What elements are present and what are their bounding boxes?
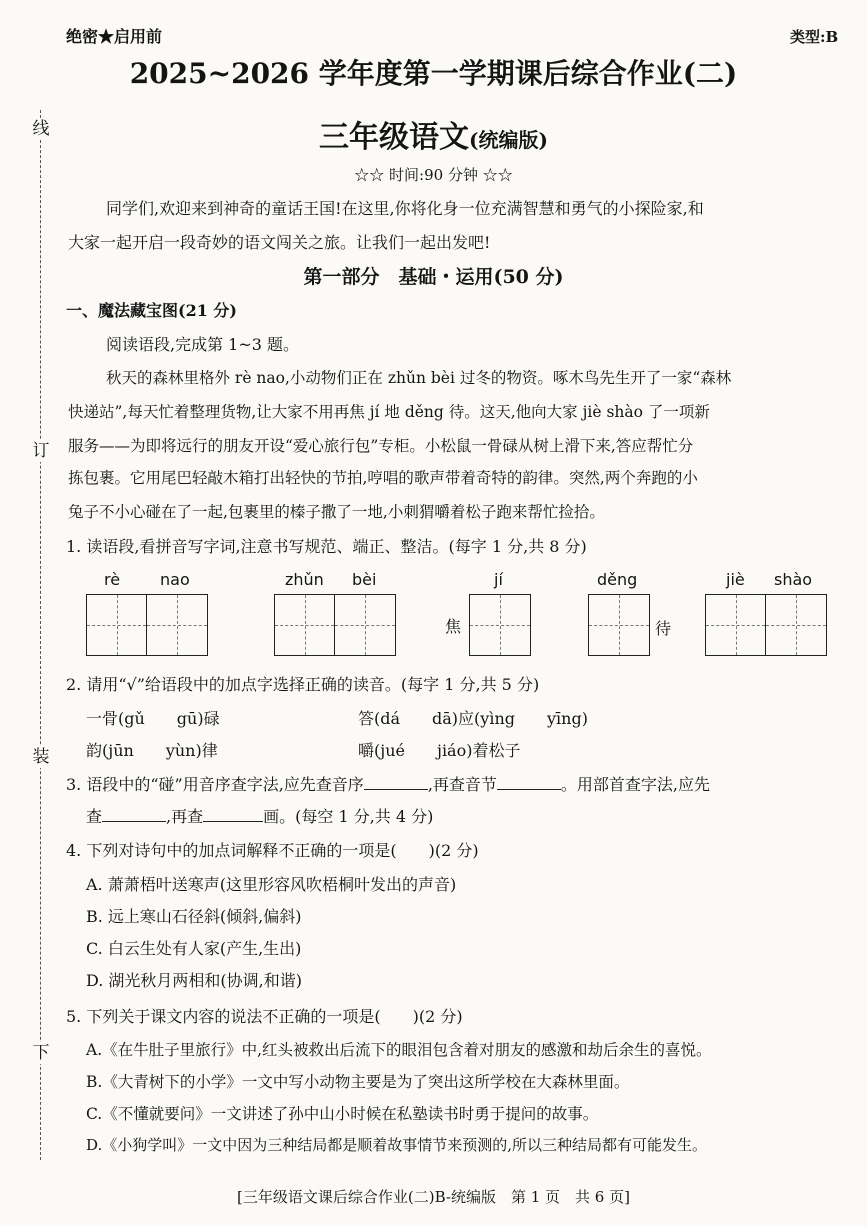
intro-line-2: 大家一起开启一段奇妙的语文闯关之旅。让我们一起出发吧! [68, 233, 491, 252]
q5-stem: 5. 下列关于课文内容的说法不正确的一项是( )(2 分) [66, 1007, 463, 1026]
writing-cell[interactable] [766, 595, 826, 655]
section1-instruction: 阅读语段,完成第 1~3 题。 [106, 335, 300, 354]
q1-pinyin-deng: děng [597, 570, 638, 589]
passage-line-5: 兔子不小心碰在了一起,包裹里的榛子撒了一地,小刺猬嚼着松子跑来帮忙捡拾。 [68, 503, 605, 521]
q2-option-gulu[interactable]: 一骨(gǔ gū)碌 [86, 709, 220, 728]
q1-pinyin-jie: jiè [726, 570, 745, 589]
q3-text-6: 画。(每空 1 分,共 4 分) [263, 807, 434, 826]
q1-pinyin-ji: jí [494, 570, 503, 589]
writing-cell[interactable] [706, 595, 766, 655]
q3-blank-yinxu[interactable] [364, 788, 428, 790]
exam-time: ☆☆ 时间:90 分钟 ☆☆ [354, 166, 513, 184]
intro-line-1: 同学们,欢迎来到神奇的童话王国!在这里,你将化身一位充满智慧和勇气的小探险家,和 [106, 199, 704, 218]
writing-cell[interactable] [470, 595, 530, 655]
q1-char-dai: 待 [655, 619, 672, 638]
q4-option-c[interactable]: C. 白云生处有人家(产生,生出) [86, 939, 302, 958]
q1-grid-zhunbei[interactable] [274, 594, 396, 656]
q1-pinyin-nao: nao [160, 570, 190, 589]
q3-blank-yinjie[interactable] [497, 788, 561, 790]
part1-heading: 第一部分 基础・运用(50 分) [303, 266, 564, 288]
q1-pinyin-re: rè [104, 570, 121, 589]
q2-option-daying[interactable]: 答(dá dā)应(yìng yīng) [358, 709, 588, 728]
passage-line-1: 秋天的森林里格外 rè nao,小动物们正在 zhǔn bèi 过冬的物资。啄木鸟先生开了一家“森林 [106, 369, 732, 387]
q3-text-1: 3. 语段中的“碰”用音序查字法,应先查音序 [66, 775, 364, 794]
q4-option-a[interactable]: A. 萧萧梧叶送寒声(这里形容风吹梧桐叶发出的声音) [86, 875, 457, 894]
q5-option-b[interactable]: B.《大青树下的小学》一文中写小动物主要是为了突出这所学校在大森林里面。 [86, 1073, 630, 1091]
q3-text-4: 查 [86, 807, 103, 826]
q3-text-5: ,再查 [166, 807, 204, 826]
subject-title [0, 112, 867, 156]
q1-grid-jieshao[interactable] [705, 594, 827, 656]
page-title: 2025~2026 学年度第一学期课后综合作业(二) [129, 57, 738, 90]
q1-grid-deng[interactable] [588, 594, 650, 656]
q1-grid-ji[interactable] [469, 594, 531, 656]
passage-line-4: 拣包裹。它用尾巴轻敲木箱打出轻快的节拍,哼唱的歌声带着奇特的韵律。突然,两个奔跑的小 [68, 469, 698, 487]
writing-cell[interactable] [275, 595, 335, 655]
q1-grid-renao[interactable] [86, 594, 208, 656]
q4-stem: 4. 下列对诗句中的加点词解释不正确的一项是( )(2 分) [66, 841, 479, 860]
secret-label: 绝密★启用前 [66, 27, 163, 46]
writing-cell[interactable] [589, 595, 649, 655]
q3-blank-bihua[interactable] [203, 820, 263, 822]
q3-line-1 [66, 772, 710, 795]
q5-option-c[interactable]: C.《不懂就要问》一文讲述了孙中山小时候在私塾读书时勇于提问的故事。 [86, 1105, 599, 1123]
q4-option-b[interactable]: B. 远上寒山石径斜(倾斜,偏斜) [86, 907, 302, 926]
q2-option-yunlv[interactable]: 韵(jūn yùn)律 [86, 741, 218, 760]
q5-option-a[interactable]: A.《在牛肚子里旅行》中,红头被救出后流下的眼泪包含着对朋友的感激和劫后余生的喜悦。 [86, 1041, 712, 1059]
q2-stem: 2. 请用“√”给语段中的加点字选择正确的读音。(每字 1 分,共 5 分) [66, 675, 540, 694]
q1-pinyin-bei: bèi [352, 570, 377, 589]
writing-cell[interactable] [147, 595, 207, 655]
writing-cell[interactable] [335, 595, 395, 655]
q1-stem: 1. 读语段,看拼音写字词,注意书写规范、端正、整洁。(每字 1 分,共 8 分) [66, 537, 587, 556]
q3-text-3: 。用部首查字法,应先 [560, 775, 710, 794]
subject-name: 三年级语文 [319, 120, 470, 155]
q1-pinyin-shao: shào [774, 570, 813, 589]
edition-label: (统编版) [469, 128, 548, 152]
type-label: 类型:B [790, 28, 839, 46]
q3-text-2: ,再查音节 [427, 775, 497, 794]
binding-label-xian: 线 [32, 119, 50, 139]
page-footer: [三年级语文课后综合作业(二)B-统编版 第 1 页 共 6 页] [237, 1188, 630, 1206]
q5-option-d[interactable]: D.《小狗学叫》一文中因为三种结局都是顺着故事情节来预测的,所以三种结局都有可能发生。 [86, 1136, 708, 1154]
binding-label-ding: 订 [32, 441, 50, 461]
passage-line-2: 快递站”,每天忙着整理货物,让大家不用再焦 jí 地 děng 待。这天,他向大家 jiè shào 了一项新 [68, 403, 710, 421]
section1-heading: 一、魔法藏宝图(21 分) [66, 301, 237, 320]
q4-option-d[interactable]: D. 湖光秋月两相和(协调,和谐) [86, 971, 303, 990]
q1-pinyin-zhun: zhǔn [285, 570, 324, 589]
binding-label-zhuang: 装 [32, 747, 50, 767]
q3-blank-bushou[interactable] [102, 820, 166, 822]
q2-option-jiao[interactable]: 嚼(jué jiáo)着松子 [358, 741, 521, 760]
q1-char-jiao: 焦 [445, 617, 462, 636]
q3-line-2 [86, 804, 433, 827]
binding-label-xia: 下 [32, 1043, 50, 1063]
writing-cell[interactable] [87, 595, 147, 655]
passage-line-3: 服务——为即将远行的朋友开设“爱心旅行包”专柜。小松鼠一骨碌从树上滑下来,答应帮忙分 [68, 437, 694, 455]
